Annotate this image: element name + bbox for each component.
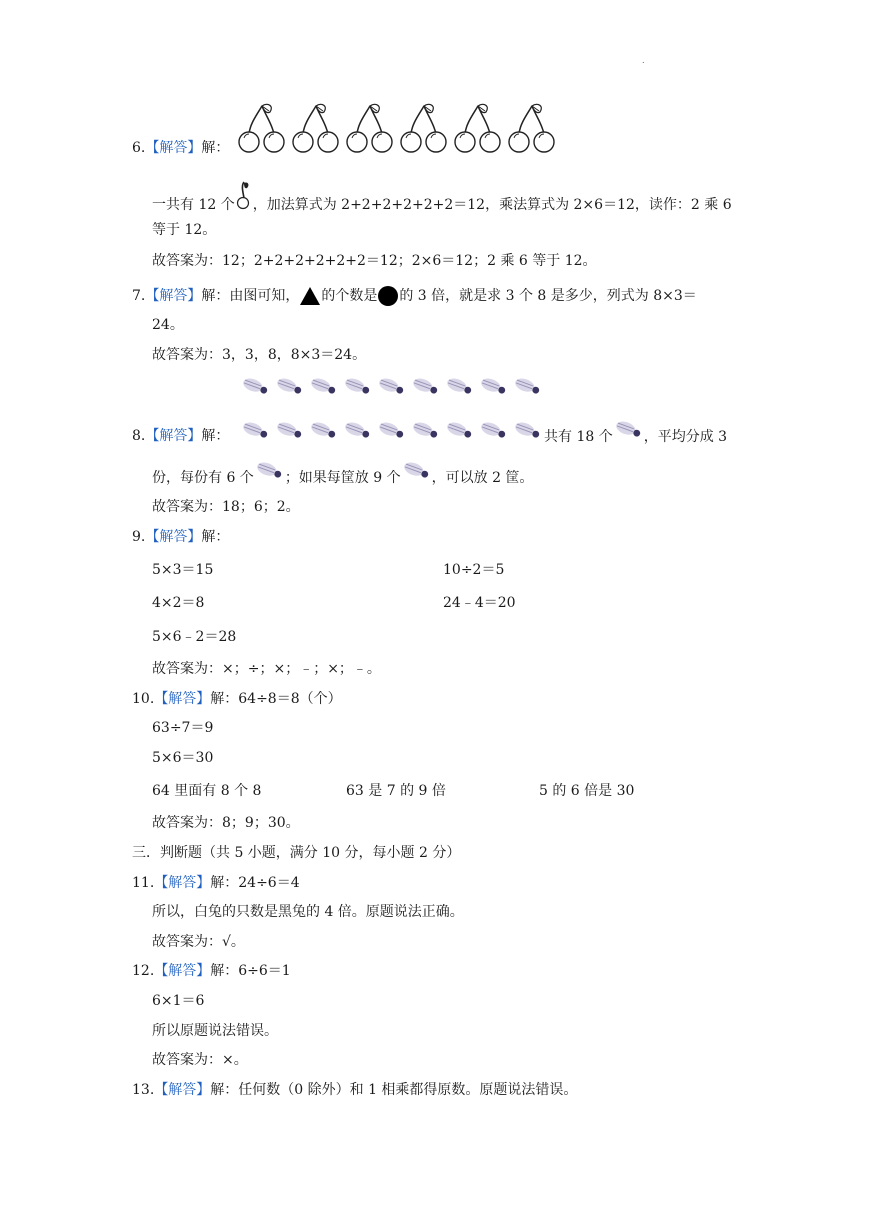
q12-number: 12. xyxy=(132,963,155,979)
q7-line1 xyxy=(132,285,697,307)
q6-line2: 等于 12。 xyxy=(152,222,217,238)
single-cherry-icon xyxy=(235,180,253,210)
shuttlecock-icon xyxy=(478,421,509,443)
shuttlecock-icon xyxy=(376,421,407,443)
q11-line1-text: 解：24÷6＝4 xyxy=(210,875,300,891)
q9-tag: 【解答】 xyxy=(145,529,202,545)
q10-line1-text: 解：64÷8＝8（个） xyxy=(210,691,342,707)
q8-text-a: 共有 18 个 xyxy=(544,429,613,445)
q9-eq2: 10÷2＝5 xyxy=(443,562,505,578)
q9-eq5: 5×6﹣2＝28 xyxy=(152,629,237,645)
q7-text-a: 解：由图可知， xyxy=(201,288,300,304)
q6-jie: 解： xyxy=(201,140,230,156)
shuttlecock-icon xyxy=(376,377,407,399)
q9-answer: 故答案为：×；÷；×；﹣；×；﹣。 xyxy=(152,661,381,677)
q8-line2-b: ；如果每筐放 9 个 xyxy=(284,470,401,486)
shuttlecock-row-top xyxy=(240,377,543,399)
shuttlecock-icon xyxy=(342,377,373,399)
q13-line1 xyxy=(132,1080,577,1100)
shuttlecock-icon xyxy=(342,421,373,443)
q8-answer: 故答案为：18；6；2。 xyxy=(152,499,300,515)
q9-number: 9. xyxy=(132,529,146,545)
shuttlecock-icon xyxy=(240,377,271,399)
cherry-pair-icon xyxy=(452,100,504,154)
shuttlecock-icon xyxy=(444,421,475,443)
cherry-pair-icon xyxy=(506,100,558,154)
q7-text-b: 的个数是 xyxy=(321,288,378,304)
cherry-row xyxy=(236,100,558,154)
shuttlecock-icon xyxy=(274,377,305,399)
q10-col1: 64 里面有 8 个 8 xyxy=(152,783,262,799)
q13-line1-text: 解：任何数（0 除外）和 1 相乘都得原数。原题说法错误。 xyxy=(210,1082,578,1098)
q12-line1 xyxy=(132,961,291,981)
shuttlecock-icon xyxy=(410,421,441,443)
q6-tag: 【解答】 xyxy=(145,140,202,156)
q7-answer: 故答案为：3，3，8，8×3＝24。 xyxy=(152,347,367,363)
q7-number: 7. xyxy=(132,288,146,304)
shuttlecock-icon xyxy=(512,377,543,399)
q8-jie: 解： xyxy=(201,428,230,444)
section3-title: 三．判断题（共 5 小题，满分 10 分，每小题 2 分） xyxy=(132,845,461,861)
q6-line1 xyxy=(152,190,732,220)
q9-jie: 解： xyxy=(201,529,230,545)
circle-icon xyxy=(377,285,399,307)
shuttlecock-icon xyxy=(478,377,509,399)
cherry-pair-icon xyxy=(398,100,450,154)
q12-line3: 所以原题说法错误。 xyxy=(152,1023,278,1039)
cherry-pair-icon xyxy=(344,100,396,154)
shuttlecock-icon xyxy=(613,420,644,442)
triangle-icon xyxy=(299,286,321,306)
q7-line2: 24。 xyxy=(152,317,184,333)
shuttlecock-icon xyxy=(308,377,339,399)
q8-number: 8. xyxy=(132,428,146,444)
q10-line1 xyxy=(132,689,342,709)
q11-answer: 故答案为：√。 xyxy=(152,934,245,950)
q10-answer: 故答案为：8；9；30。 xyxy=(152,815,300,831)
shuttlecock-icon xyxy=(512,421,543,443)
q12-line1-text: 解：6÷6＝1 xyxy=(210,963,291,979)
q11-line2: 所以，白兔的只数是黑兔的 4 倍。原题说法正确。 xyxy=(152,904,464,920)
q8-line1 xyxy=(132,426,229,446)
q9-header xyxy=(132,527,229,547)
cherry-pair-icon xyxy=(236,100,288,154)
q10-col3: 5 的 6 倍是 30 xyxy=(539,783,635,799)
header-dot: . xyxy=(642,56,645,65)
q8-line2 xyxy=(152,467,533,489)
q13-tag: 【解答】 xyxy=(154,1082,211,1098)
q10-col2: 63 是 7 的 9 倍 xyxy=(346,783,446,799)
shuttlecock-row-bottom xyxy=(240,421,543,443)
q10-tag: 【解答】 xyxy=(154,691,211,707)
q12-answer: 故答案为：×。 xyxy=(152,1052,248,1068)
q8-line2-a: 份，每份有 6 个 xyxy=(152,470,254,486)
q10-line3: 5×6＝30 xyxy=(152,750,214,766)
q11-line1 xyxy=(132,873,300,893)
q9-eq3: 4×2＝8 xyxy=(152,595,205,611)
q12-tag: 【解答】 xyxy=(154,963,211,979)
shuttlecock-icon xyxy=(240,421,271,443)
q6-answer: 故答案为：12；2+2+2+2+2+2＝12；2×6＝12；2 乘 6 等于 12。 xyxy=(152,253,597,269)
cherry-pair-icon xyxy=(290,100,342,154)
shuttlecock-icon xyxy=(410,377,441,399)
q13-number: 13. xyxy=(132,1082,155,1098)
q6-header xyxy=(132,138,229,158)
shuttlecock-icon xyxy=(401,461,432,483)
q9-eq1: 5×3＝15 xyxy=(152,562,214,578)
q11-number: 11. xyxy=(132,875,155,891)
shuttlecock-icon xyxy=(274,421,305,443)
q8-line2-c: ，可以放 2 筐。 xyxy=(431,470,534,486)
q8-tag: 【解答】 xyxy=(145,428,202,444)
q8-line1-tail xyxy=(544,426,727,448)
q11-tag: 【解答】 xyxy=(154,875,211,891)
shuttlecock-icon xyxy=(308,421,339,443)
q8-text-b: ，平均分成 3 xyxy=(643,429,728,445)
q6-number: 6. xyxy=(132,140,146,156)
shuttlecock-icon xyxy=(254,461,285,483)
q9-eq4: 24﹣4＝20 xyxy=(443,595,516,611)
q6-line1-a: 一共有 12 个 xyxy=(152,197,235,213)
q7-tag: 【解答】 xyxy=(145,288,202,304)
shuttlecock-icon xyxy=(444,377,475,399)
q6-line1-b: ，加法算式为 2+2+2+2+2+2＝12，乘法算式为 2×6＝12，读作：2 乘 6 xyxy=(252,197,732,213)
q10-number: 10. xyxy=(132,691,155,707)
q12-line2: 6×1＝6 xyxy=(152,993,205,1009)
q10-line2: 63÷7＝9 xyxy=(152,720,214,736)
q7-text-c: 的 3 倍，就是求 3 个 8 是多少，列式为 8×3＝ xyxy=(399,288,697,304)
